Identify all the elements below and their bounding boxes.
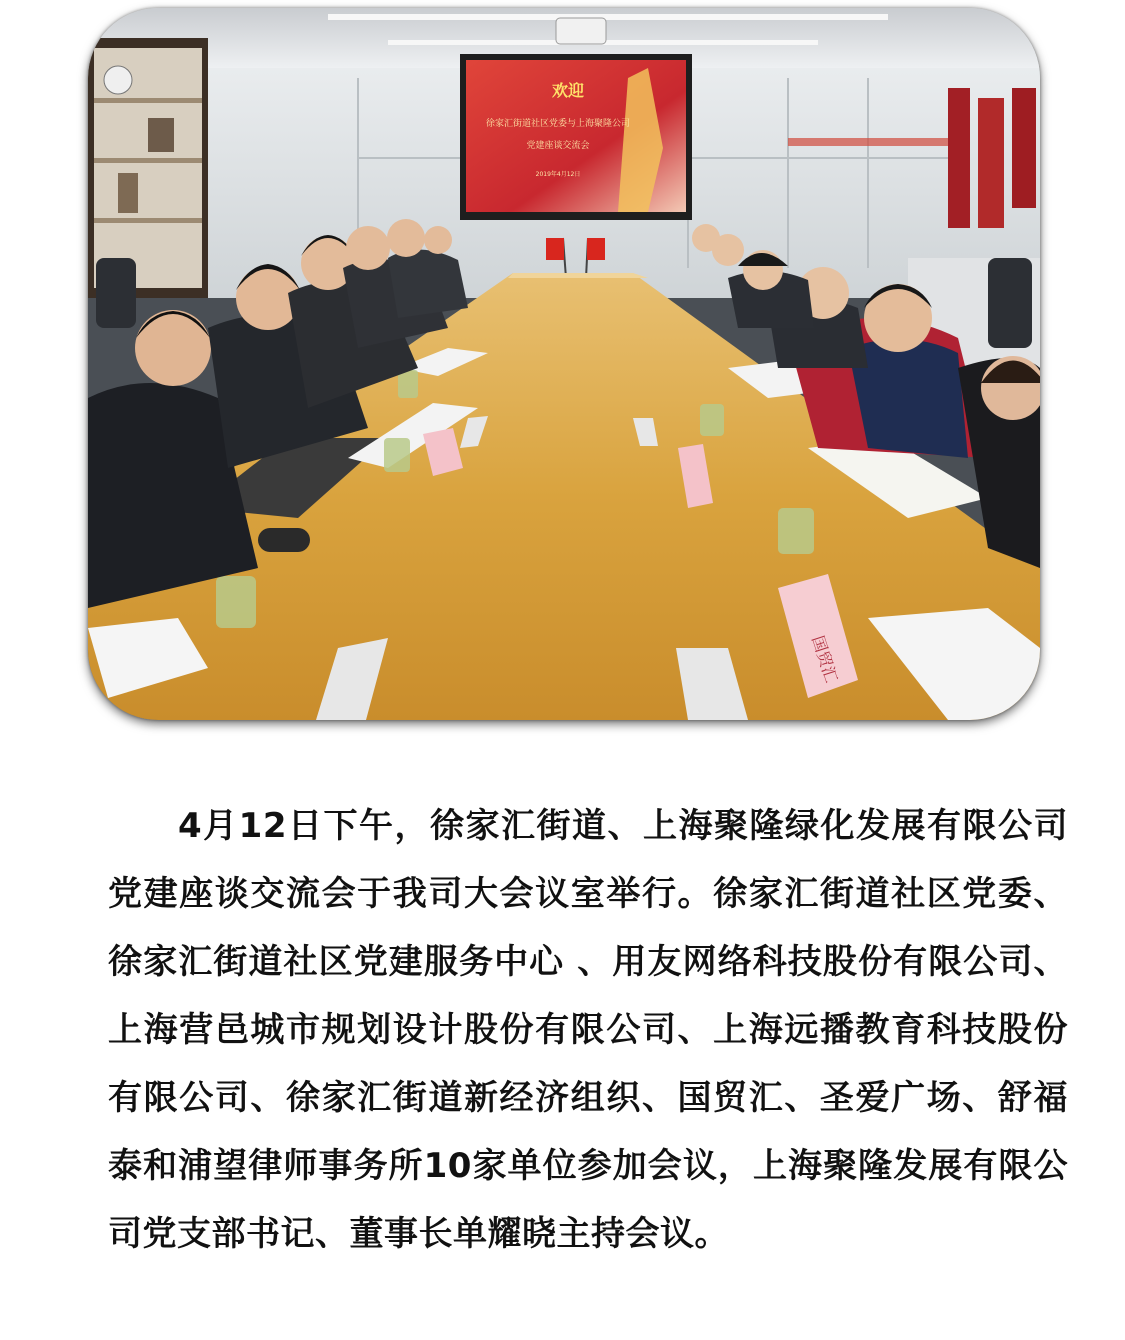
meeting-room-scene [88,8,1040,720]
projector [556,18,606,44]
slide-title: 欢迎 [551,81,585,100]
slide-line1: 徐家汇街道社区党委与上海聚隆公司 [485,119,631,129]
wall-banners [948,88,1036,228]
slide-date: 2019年4月12日 [535,171,581,178]
meeting-photo [88,8,1040,720]
projection-screen [460,54,692,220]
article-paragraph: 4月12日下午，徐家汇街道、上海聚隆绿化发展有限公司党建座谈交流会于我司大会议室举行。徐家汇街道社区党委、徐家汇街道社区党建服务中心 、用友网络科技股份有限公司、上海营邑城市规划设计股份有限公司、上海远播教育科技股份有限公司、徐家汇街道新经济组织、国贸汇、圣爱广场、舒福泰和浦望律师事务所10家单位参加会议，上海聚隆发展有限公司党支部书记、董事长单耀晓主持会议。 [108,806,1068,1254]
slide-line2: 党建座谈交流会 [526,141,590,151]
name-card-label: 国贸汇 [808,633,842,685]
